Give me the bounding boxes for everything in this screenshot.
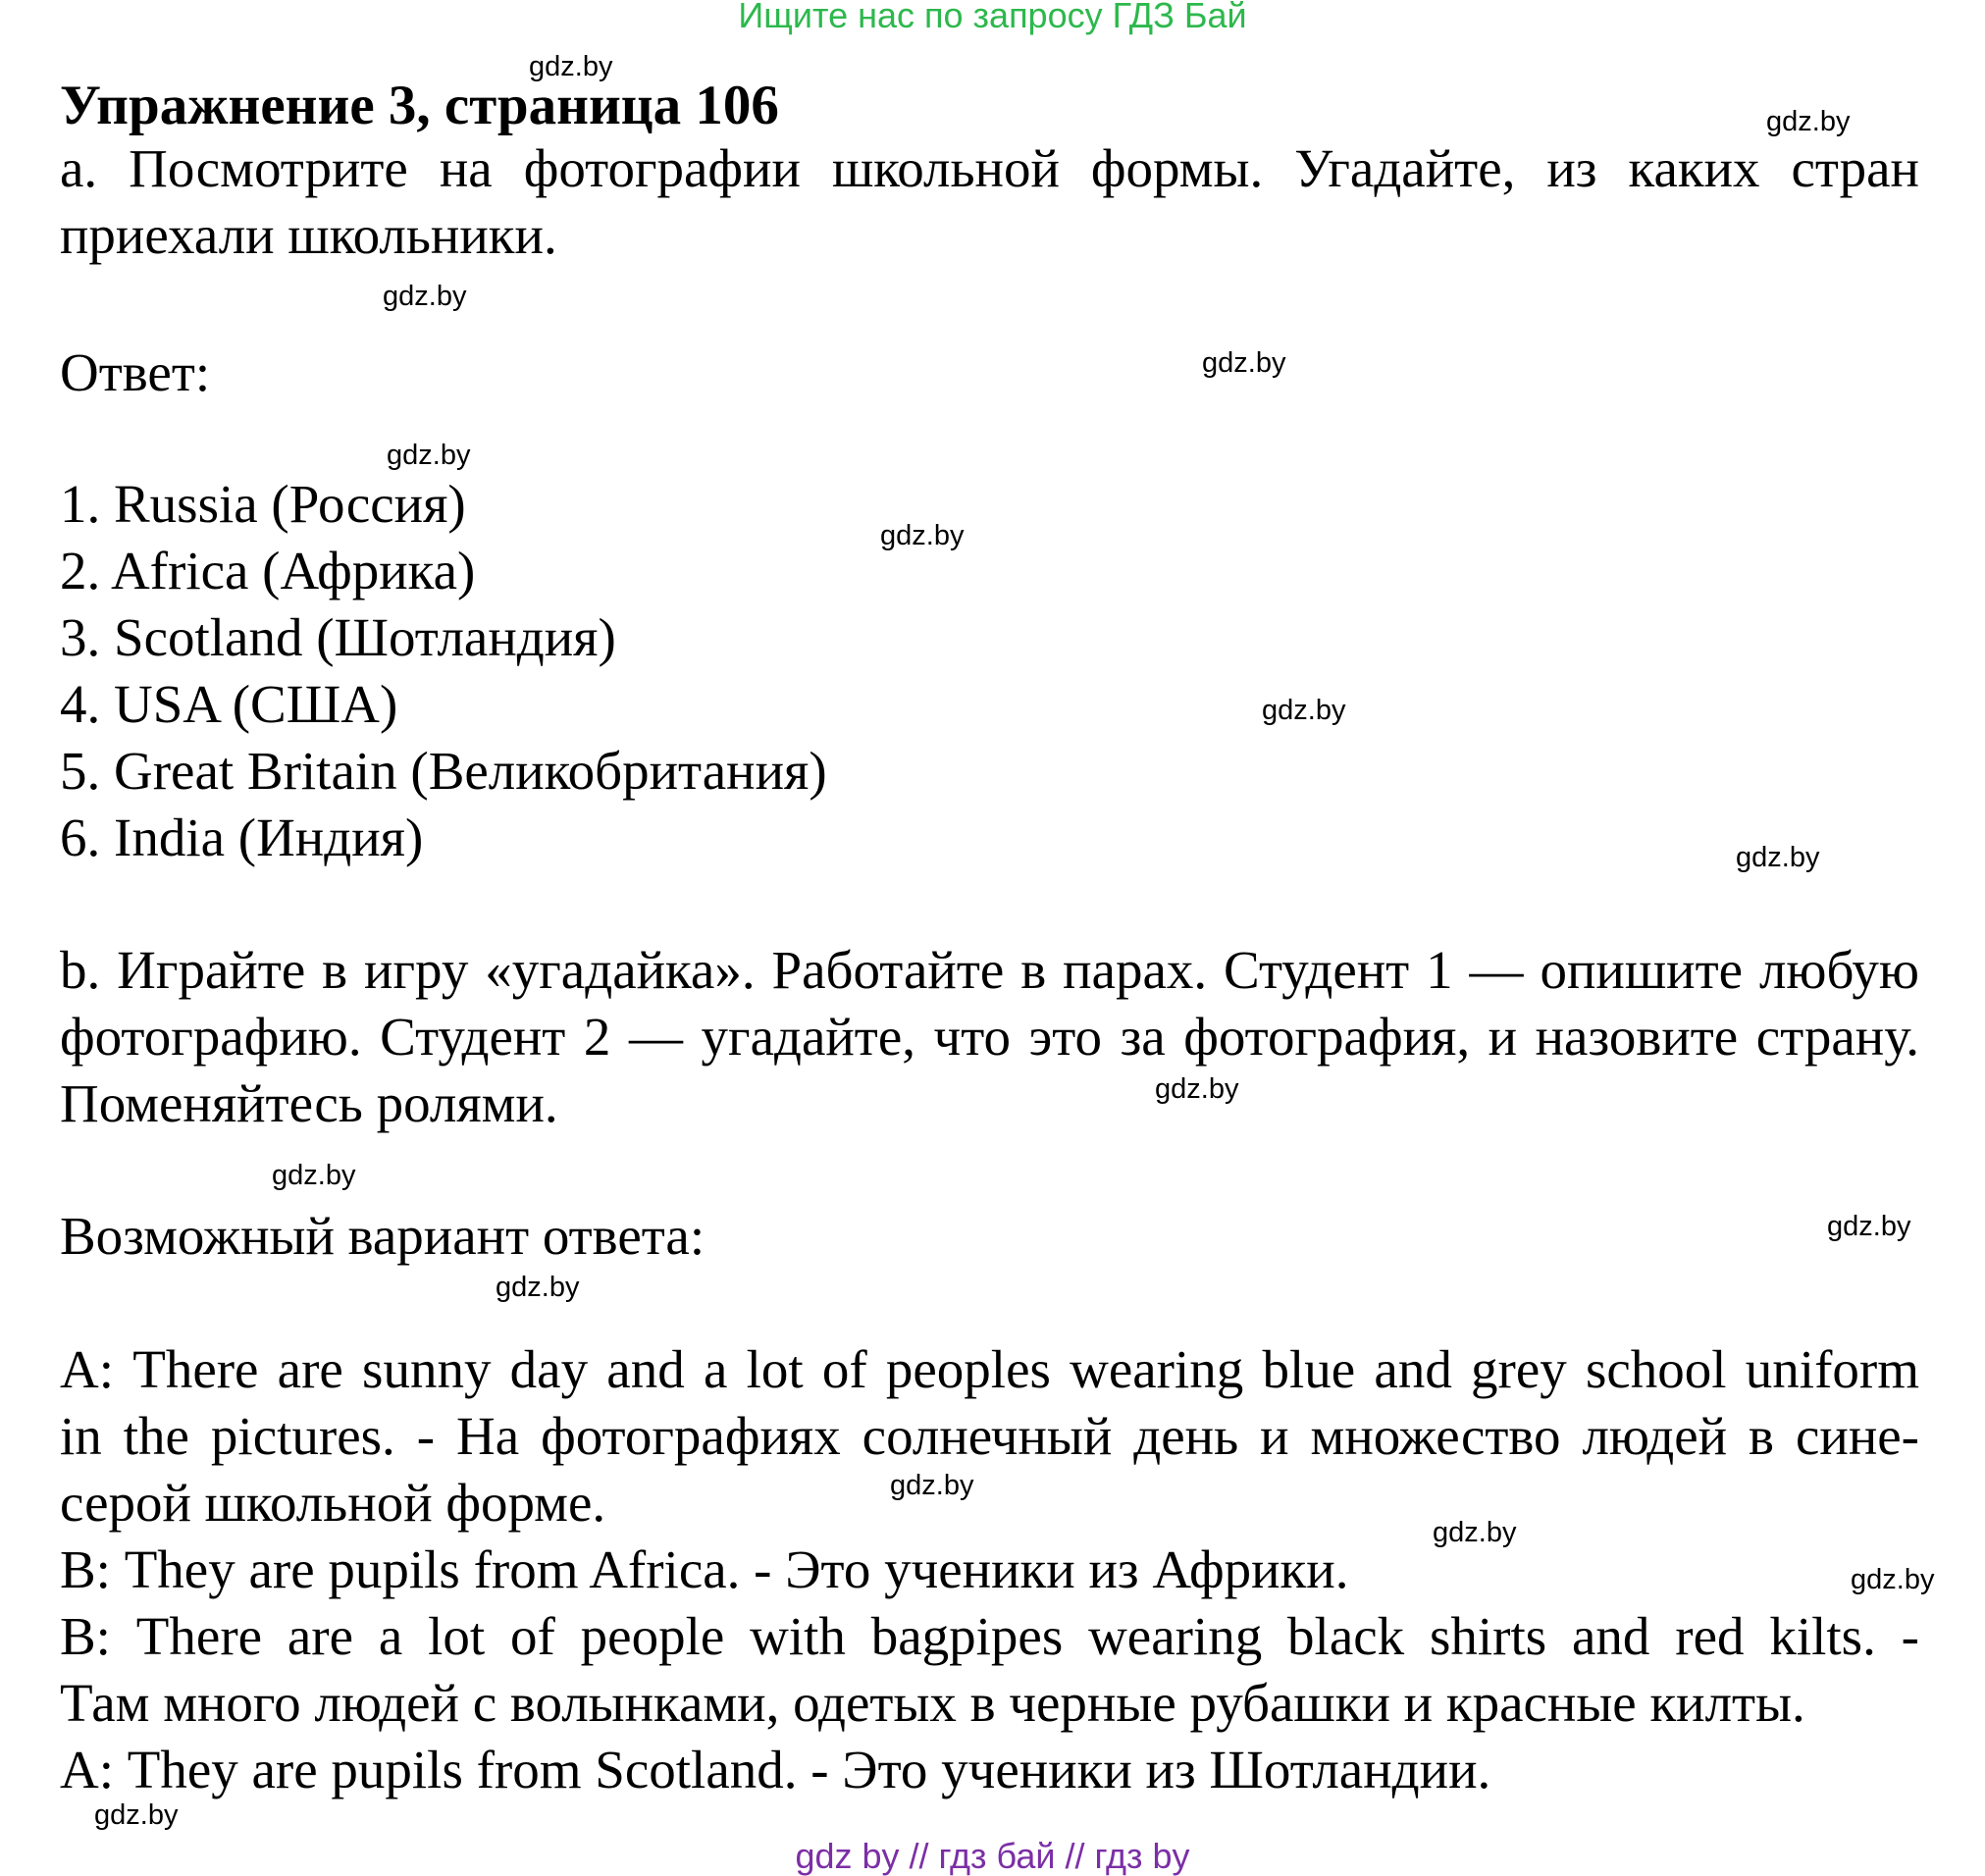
dialogue-line: А: They are pupils from Scotland. - Это ученики из Шотландии. xyxy=(60,1740,1491,1799)
watermark: gdz.by xyxy=(1851,1564,1935,1595)
dialogue-line: А: There are sunny day and a lot of peoples wearing blue and grey school uniform xyxy=(60,1339,1919,1399)
list-item: 3. Scotland (Шотландия) xyxy=(60,607,616,667)
watermark: gdz.by xyxy=(387,440,471,471)
watermark: gdz.by xyxy=(1202,347,1286,379)
watermark: gdz.by xyxy=(94,1799,179,1831)
exercise-title: Упражнение 3, страница 106 xyxy=(60,75,779,136)
watermark: gdz.by xyxy=(1262,695,1346,726)
dialogue-line: В: There are a lot of people with bagpipes wearing black shirts and red kilts. - xyxy=(60,1606,1919,1666)
dialogue-line: Там много людей с волынками, одетых в черные рубашки и красные килты. xyxy=(60,1673,1805,1733)
watermark: gdz.by xyxy=(880,520,965,551)
watermark: gdz.by xyxy=(1766,106,1851,137)
task-a-text: а. Посмотрите на фотографии школьной формы. Угадайте, из каких стран приехали школьники. xyxy=(60,138,1919,265)
list-item: 2. Africa (Африка) xyxy=(60,541,476,600)
watermark: gdz.by xyxy=(1736,842,1820,873)
watermark: gdz.by xyxy=(890,1470,974,1501)
watermark: gdz.by xyxy=(383,281,467,312)
footer: gdz by // гдз бай // гдз by xyxy=(795,1836,1190,1876)
answer-label-b: Возможный вариант ответа: xyxy=(60,1206,705,1266)
watermark: gdz.by xyxy=(1827,1211,1911,1242)
watermark: gdz.by xyxy=(272,1160,356,1191)
task-b-text: b. Играйте в игру «угадайка». Работайте в парах. Студент 1 — опишите любую фотографию. Студент 2 — угадайте, что это за фотография, и назовите страну. Поменяйтесь ролями. xyxy=(60,940,1919,1133)
dialogue-line: серой школьной форме. xyxy=(60,1473,606,1533)
answer-label-a: Ответ: xyxy=(60,342,211,402)
watermark: gdz.by xyxy=(529,51,613,82)
dialogue-line: В: They are pupils from Africa. - Это ученики из Африки. xyxy=(60,1539,1349,1599)
watermark: gdz.by xyxy=(496,1272,580,1303)
dialogue-line: in the pictures. - На фотографиях солнечный день и множество людей в сине- xyxy=(60,1406,1919,1466)
watermark: gdz.by xyxy=(1433,1517,1517,1548)
list-item: 4. USA (США) xyxy=(60,674,398,734)
list-item: 1. Russia (Россия) xyxy=(60,474,466,534)
list-item: 6. India (Индия) xyxy=(60,808,424,867)
watermark: gdz.by xyxy=(1155,1073,1239,1105)
list-item: 5. Great Britain (Великобритания) xyxy=(60,741,827,801)
top-banner: Ищите нас по запросу ГДЗ Бай xyxy=(738,0,1247,35)
